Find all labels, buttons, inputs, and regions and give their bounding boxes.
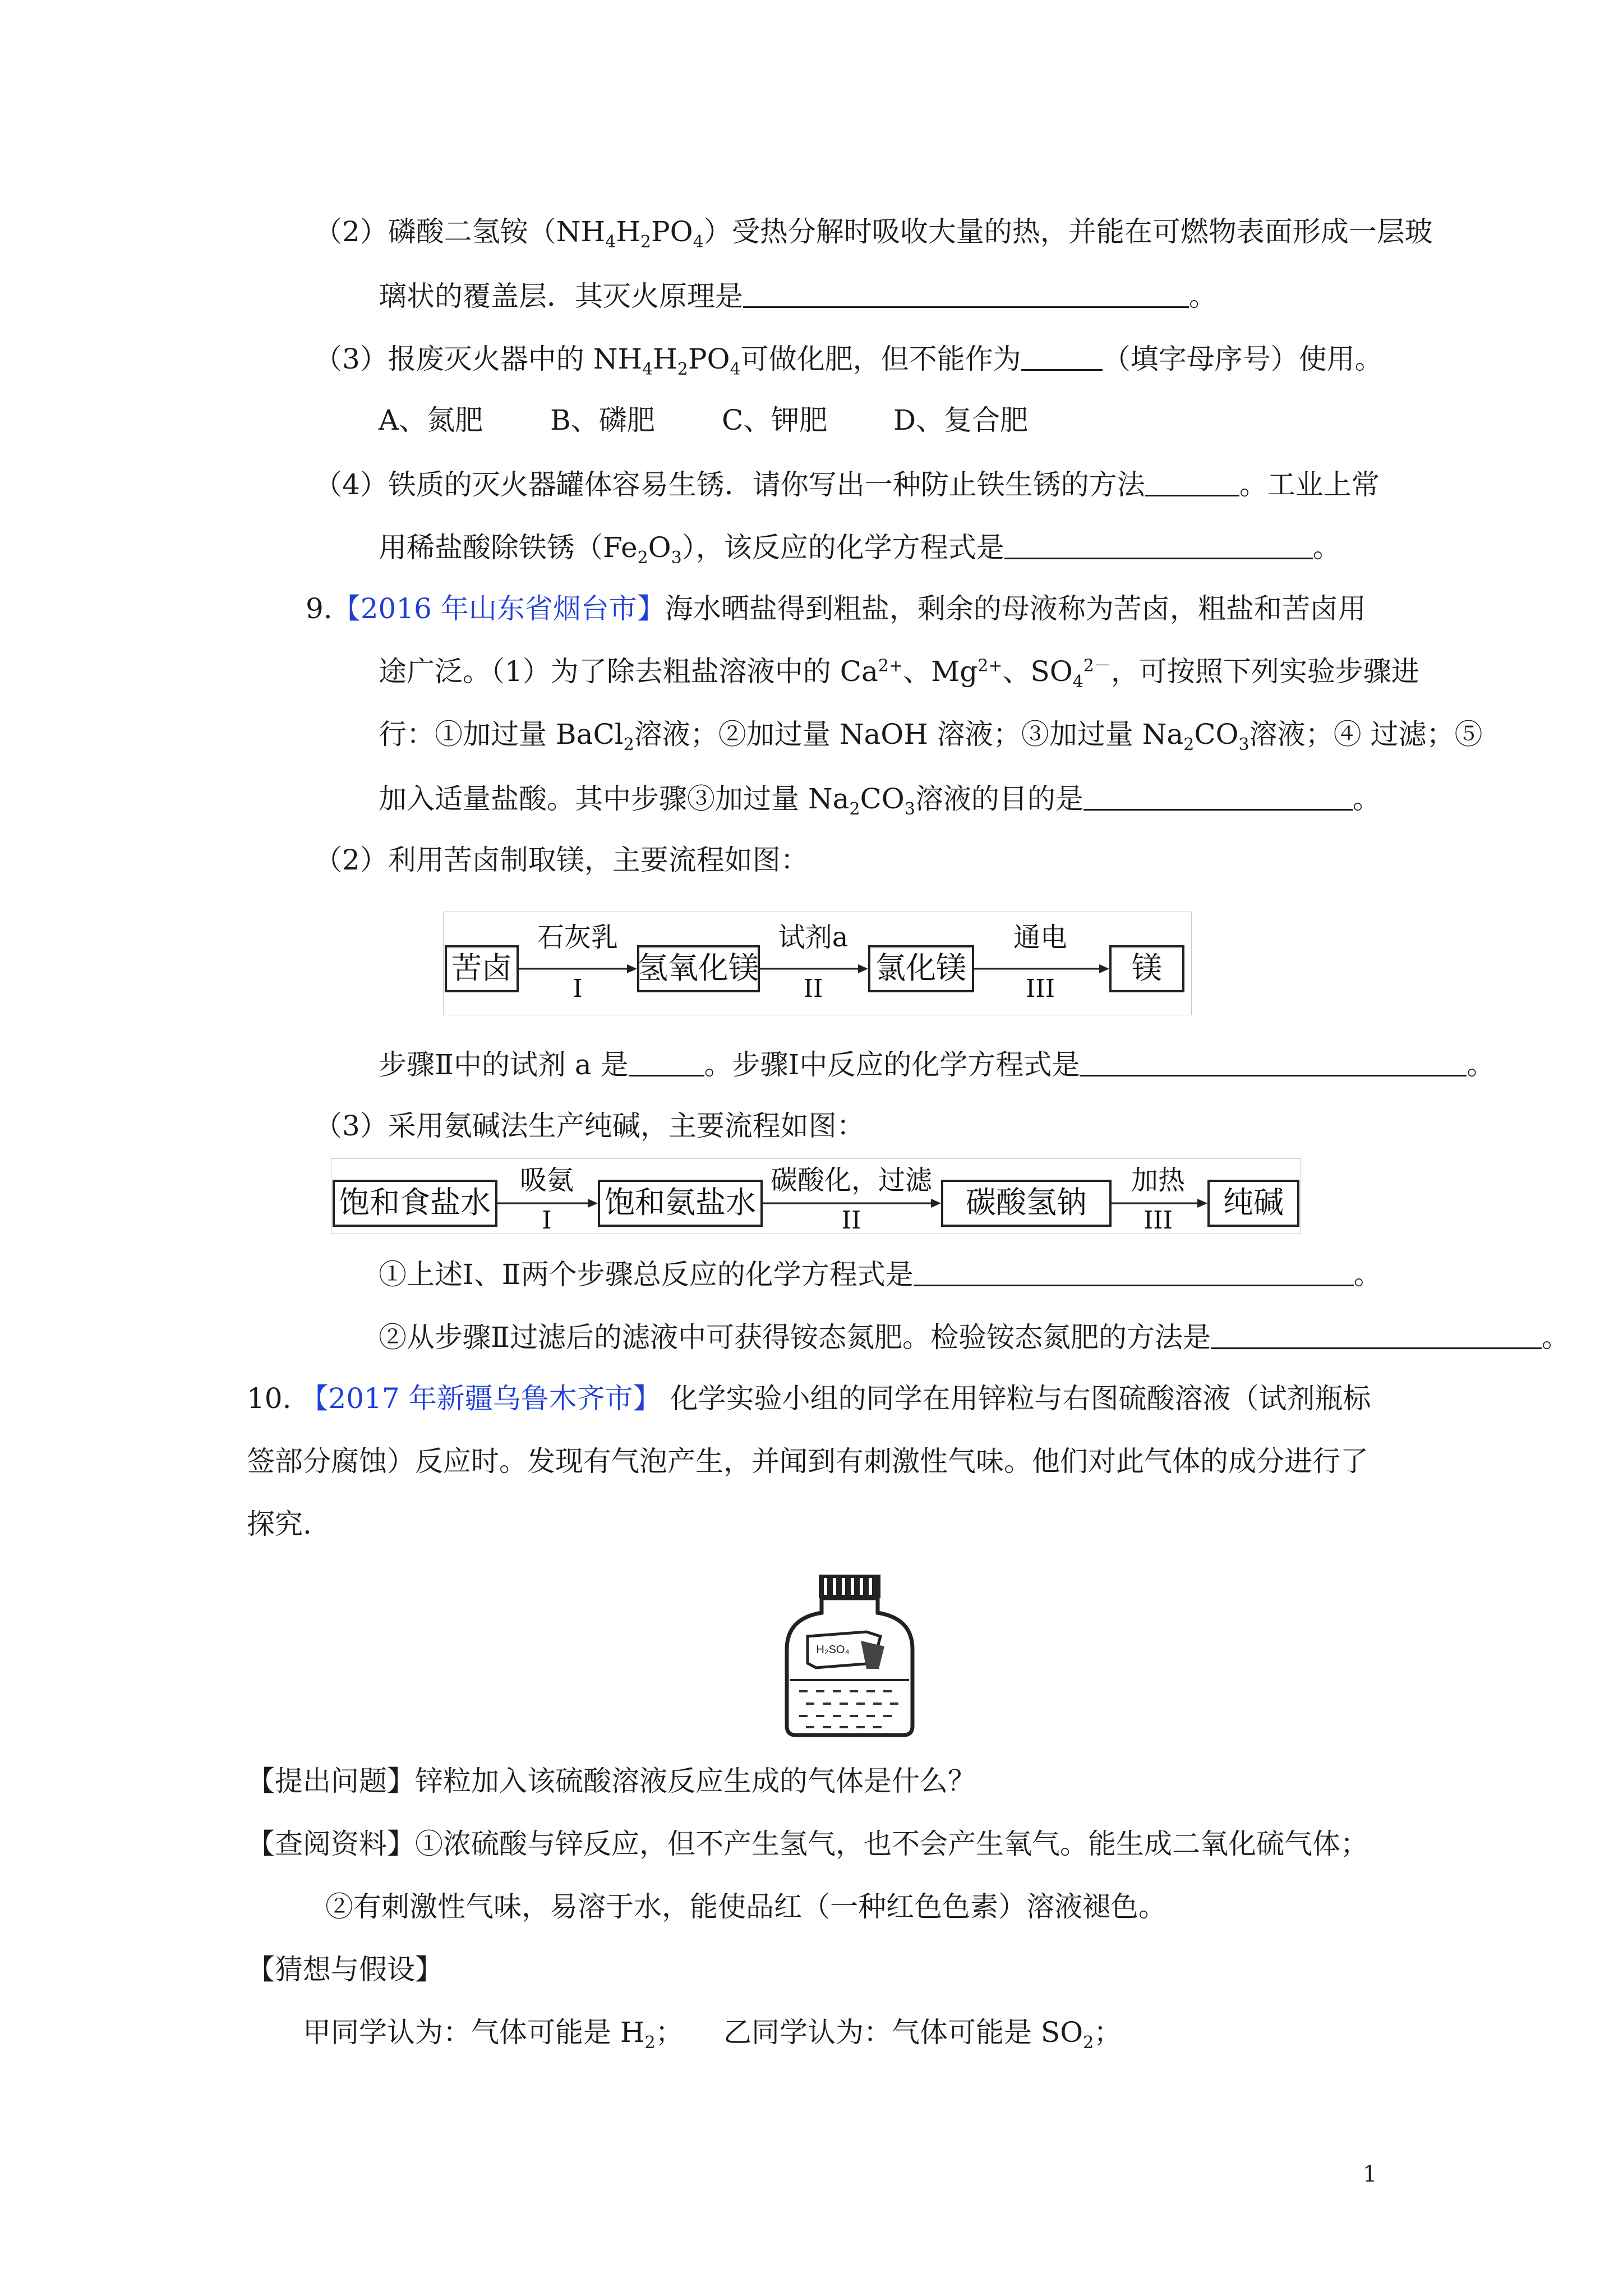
q9-line4: 加入适量盐酸。其中步骤③加过量 $Na_2CO_3$溶液的目的是 。 [379,783,1381,819]
flow2-arrow-3-step: III [1143,1206,1173,1234]
answer-blank[interactable] [629,1049,704,1076]
magnesium-flow-diagram [443,912,1192,1015]
q9-p3-question2: ②从步骤Ⅱ过滤后的滤液中可获得铵态氮肥。检验铵态氮肥的方法是 。 [379,1321,1570,1354]
flow-arrow-3-label: 通电 [1013,922,1068,953]
q8-p4-line1: （4）铁质的灭火器罐体容易生锈．请你写出一种防止铁生锈的方法 。工业上常 [314,468,1380,501]
flow2-arrow-1-label: 吸氨 [519,1165,574,1196]
flow-box-bittern [446,946,518,991]
bottle-cap-icon [819,1575,880,1598]
page-number: 1 [1363,2161,1377,2187]
q9-line3: 行：①加过量 BaCl$_2$溶液；②加过量 NaOH 溶液；③加过量 $Na_2CO_3$溶液；④ 过滤；⑤ [379,718,1483,754]
q9-p2-question: 步骤Ⅱ中的试剂 a 是 。步骤Ⅰ中反应的化学方程式是 。 [379,1048,1495,1081]
answer-blank[interactable] [1145,469,1239,496]
q10-guess-label: 【猜想与假设】 [247,1953,443,1986]
flow2-box-ammonia-brine-text: 饱和氨盐水 [605,1185,756,1220]
reagent-bottle-illustration [782,1573,917,1737]
soda-ash-flow-diagram [331,1158,1301,1234]
flow-box-magnesium-text: 镁 [1132,950,1162,986]
q9-p3-intro: （3）采用氨碱法生产纯碱，主要流程如图： [314,1110,865,1142]
flow2-arrow-2-label: 碳酸化，过滤 [770,1165,933,1196]
q8-p4-line2: 用稀盐酸除铁锈$(Fe_2O_3)$，该反应的化学方程式是 。 [379,531,1341,568]
flow2-arrow-2-step: II [841,1206,861,1234]
q9-p2-intro: （2）利用苦卤制取镁，主要流程如图： [314,844,809,876]
q10-guess-b: 乙同学认为：气体可能是 $SO_2$； [723,2016,1122,2053]
q10-lookup-line1: 【查阅资料】①浓硫酸与锌反应，但不产生氢气，也不会产生氧气。能生成二氧化硫气体； [247,1828,1368,1860]
answer-blank[interactable] [1083,783,1353,811]
flow-arrow-1-label: 石灰乳 [537,922,619,953]
flow2-arrow-3-label: 加热 [1131,1165,1186,1196]
q10-line1: 10. 【2017 年新疆乌鲁木齐市】 化学实验小组的同学在用锌粒与右图硫酸溶液（试剂瓶标 [247,1382,1371,1415]
flow-arrow-1-step: I [573,974,583,1003]
bottle-label-text: H₂SO₄ [816,1644,850,1656]
q8-p2-line2: 璃状的覆盖层．其灭火原理是 。 [379,280,1217,312]
flow-arrow-3-step: III [1025,974,1055,1003]
flow-box-mg-hydroxide-text: 氢氧化镁 [638,950,759,986]
q9-p3-question1: ①上述Ⅰ、Ⅱ两个步骤总反应的化学方程式是 。 [379,1258,1382,1291]
q10-line2: 签部分腐蚀）反应时。发现有气泡产生，并闻到有刺激性气味。他们对此气体的成分进行了 [247,1445,1368,1478]
flow2-box-bicarbonate-text: 碳酸氢钠 [966,1185,1087,1220]
section-label: 【提出问题】 [247,1765,415,1797]
flow2-box-bicarbonate [942,1181,1110,1226]
flow-box-bittern-text: 苦卤 [451,950,512,986]
flow-arrow-2-label: 试剂a [778,922,849,953]
q8-p2-line1: （2）磷酸二氢铵$(NH_4H_2PO_4)$受热分解时吸收大量的热，并能在可燃物表面形成一层玻 [314,215,1433,252]
flow-box-mg-chloride [869,946,973,991]
bottle-label-icon [808,1632,884,1669]
section-label: 【查阅资料】 [247,1828,415,1860]
flow2-box-brine-text: 饱和食盐水 [339,1185,491,1220]
q9-source: 【2016 年山东省烟台市】 [332,592,665,625]
answer-blank[interactable] [1080,1049,1467,1076]
flow-box-mg-chloride-text: 氯化镁 [875,950,966,986]
flow-box-mg-hydroxide [638,946,759,991]
flow-arrow-2-step: II [803,974,823,1003]
q10-guess-a: 甲同学认为：气体可能是 $H_2$； [303,2016,684,2053]
q10-raise-question: 【提出问题】锌粒加入该硫酸溶液反应生成的气体是什么？ [247,1765,976,1797]
q8-p3-line1: （3）报废灭火器中的 $NH_4H_2PO_4$可做化肥，但不能作为 （填字母序号）使用。 [314,343,1383,379]
flow2-box-brine [334,1181,496,1226]
answer-blank[interactable] [914,1259,1354,1286]
answer-blank[interactable] [1021,343,1103,371]
q10-lookup-line2: ②有刺激性气味，易溶于水，能使品红（一种红色色素）溶液褪色。 [325,1890,1166,1923]
q9-line2: 途广泛。（1）为了除去粗盐溶液中的 $Ca^{2+}$、$Mg^{2+}$、$SO_4^{2-}$，可按照下列实验步骤进 [379,655,1419,692]
flow2-box-soda-ash-text: 纯碱 [1223,1185,1284,1220]
option-d: D、复合肥 [893,404,1029,436]
answer-blank[interactable] [1211,1322,1542,1349]
q10-line3: 探究. [247,1508,312,1540]
answer-blank[interactable] [743,280,1189,308]
option-b: B、磷肥 [550,404,655,436]
q10-source: 【2017 年新疆乌鲁木齐市】 [300,1382,661,1415]
flow2-box-ammonia-brine [599,1181,762,1226]
answer-blank[interactable] [1004,532,1313,559]
q9-line1: 9.【2016 年山东省烟台市】海水晒盐得到粗盐，剩余的母液称为苦卤，粗盐和苦卤用 [306,592,1366,625]
option-a: A、氮肥 [379,404,483,436]
option-c: C、钾肥 [722,404,828,436]
flow2-arrow-1-step: I [542,1206,552,1234]
